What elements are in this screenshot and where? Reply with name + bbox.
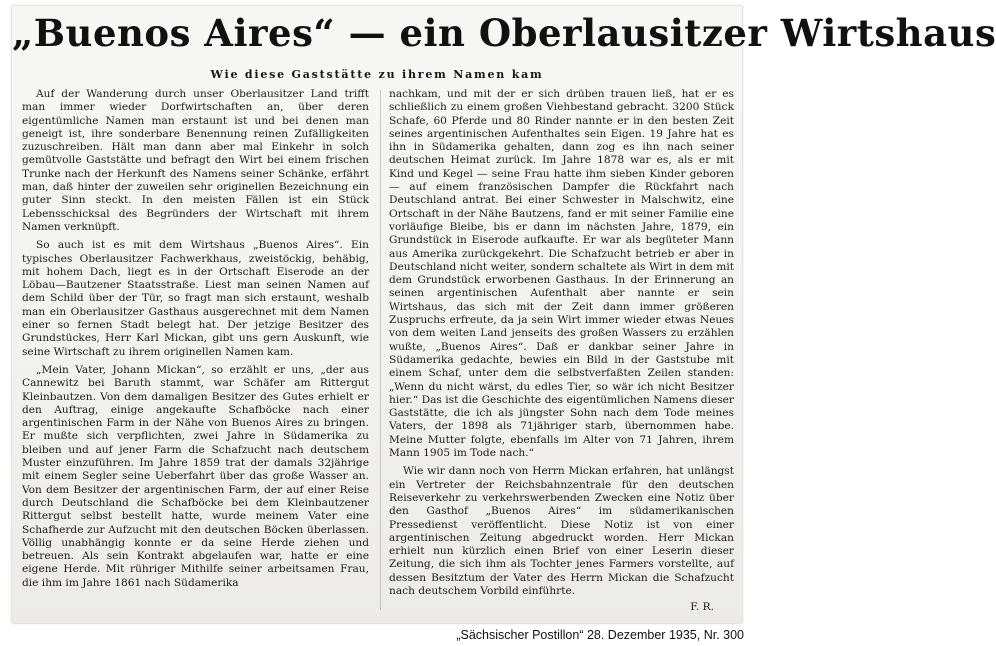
source-caption: „Sächsischer Postillon“ 28. Dezember 1935, Nr. 300 — [456, 628, 744, 642]
paragraph: So auch ist es mit dem Wirtshaus „Buenos Aires“. Ein typisches Oberlausitzer Fachwerkhaus, zweistöckig, behäbig, mit hohem Dach, liegt es in der Ortschaft Eiserode an der Löbau—Bautzener Staatsstraße. Liest man seinen Namen auf dem Schild über der Tür, so fragt man sich erstaunt, weshalb man ein Oberlausitzer Gasthaus ausgerechnet mit dem Namen einer so fernen Stadt belegt hat. Der jetzige Besitzer des Grundstückes, Herr Karl Mickan, gibt uns gern Auskunft, wie seine Wirtschaft zu ihrem originellen Namen kam. — [22, 239, 369, 358]
paragraph: Auf der Wanderung durch unser Oberlausitzer Land trifft man immer wieder Dorfwirtschaften an, über deren eigentümliche Namen man erstaunt ist und bei denen man geneigt ist, ihre sonderbare Benennung reinen Zufälligkeiten zuzuschreiben. Hält man dann aber mal Einkehr in solch gemütvolle Gaststätte und befragt den Wirt bei einem frischen Trunke nach der Herkunft des Namens seiner Schänke, erfährt man, daß hinter der zuweilen sehr originellen Bezeichnung ein guter Sinn steckt. In den meisten Fällen ist ein Stück Lebensschicksal des Begründers der Wirtschaft mit ihrem Namen verknüpft. — [22, 88, 369, 233]
article-column-left — [22, 88, 369, 595]
paragraph: nachkam, und mit der er sich drüben trauen ließ, hat er es schließlich zu einem großen Viehbestand gebracht. 3200 Stück Schafe, 60 Pferde und 80 Rinder nannte er in den besten Zeit seines argentinischen Aufenthaltes sein Eigen. 19 Jahre hat es ihn in Südamerika gehalten, dann zog es ihn nach seiner deutschen Heimat zurück. Im Jahre 1878 war es, als er mit Kind und Kegel — seine Frau hatte ihm sieben Kinder geboren — auf einem französischen Dampfer die Rückfahrt nach Deutschland antrat. Bei einer Schwester in Malschwitz, eine Ortschaft in der Nähe Bautzens, fand er mit seiner Familie eine vorläufige Bleibe, bis er dann im nächsten Jahre, 1879, ein Grundstück in Eiserode aufkaufte. Er war als begüteter Mann aus Amerika zurückgekehrt. Die Schafzucht betrieb er aber in Deutschland nicht weiter, sondern schaltete als Wirt in dem mit dem Grundstück erworbenen Gasthaus. In der Erinnerung an seinen argentinischen Aufenthalt aber nannte er sein Wirtshaus, das sich mit der Zeit dann immer größeren Zuspruchs erfreute, da ja sein Wirt immer wieder etwas Neues von dem weiten Land jenseits des großen Wassers zu erzählen wußte, „Buenos Aires“. Daß er dankbar seiner Jahre in Südamerika gedachte, bewies ein Bild in der Gaststube mit einem Schaf, unter dem die selbstverfaßten Zeilen standen: „Wenn du nicht wärst, du edles Tier, so wär ich nicht Besitzer hier.“ Das ist die Geschichte des eigentümlichen Namens dieser Gaststätte, die ich als jüngster Sohn nach dem Tode meines Vaters, der 1898 als 71jähriger starb, übernommen habe. Meine Mutter folgte, ebenfalls im Alter von 71 Jahren, ihrem Mann 1905 im Tode nach.“ — [389, 88, 734, 460]
author-signature: F. R. — [690, 601, 714, 614]
paragraph: „Mein Vater, Johann Mickan“, so erzählt er uns, „der aus Cannewitz bei Baruth stammt, war Schäfer am Rittergut Kleinbautzen. Von dem damaligen Besitzer des Gutes erhielt er den Auftrag, einige angekaufte Schafböcke nach einer argentinischen Farm in der Nähe von Buenos Aires zu bringen. Er mußte sich verpflichten, zwei Jahre in Südamerika zu bleiben und auf jener Farm die Schafzucht nach deutschem Muster einzuführen. Im Jahre 1859 trat der damals 32jährige mit einem Segler seine Ueberfahrt über das große Wasser an. Von dem Besitzer der argentinischen Farm, der auf einer Reise durch Deutschland die Schafböcke bei dem Kleinbautzener Rittergut selbst bestellt hatte, wurde meinem Vater eine Schafherde zur Aufzucht mit den deutschen Böcken überlassen. Völlig unabhängig konnte er da seine Herde ziehen und betreuen. Als sein Kontrakt abgelaufen war, hatte er eine eigene Herde. Mit rühriger Mithilfe seiner arbeitsamen Frau, die ihm im Jahre 1861 nach Südamerika — [22, 363, 369, 589]
column-divider — [380, 90, 381, 610]
newspaper-clipping — [12, 6, 996, 623]
article-column-right — [389, 88, 734, 615]
article-headline: „Buenos Aires“ — ein Oberlausitzer Wirtshaus — [12, 11, 996, 55]
paragraph: Wie wir dann noch von Herrn Mickan erfahren, hat unlängst ein Vertreter der Reichsbahnzentrale für den deutschen Reiseverkehr zu verkehrswerbenden Zwecken eine Notiz über den Gasthof „Buenos Aires“ im südamerikanischen Pressedienst veröffentlicht. Diese Notiz ist von einer argentinischen Zeitung abgedruckt worden. Herr Mickan erhielt nun kürzlich einen Brief von einer Leserin dieser Zeitung, die sich ihm als Tochter jenes Farmers vorstellte, auf dessen Besitztum der Vater des Herrn Mickan die Schafzucht nach deutschem Vorbild einführte. — [389, 465, 734, 597]
article-subheadline: Wie diese Gaststätte zu ihrem Namen kam — [210, 68, 544, 81]
